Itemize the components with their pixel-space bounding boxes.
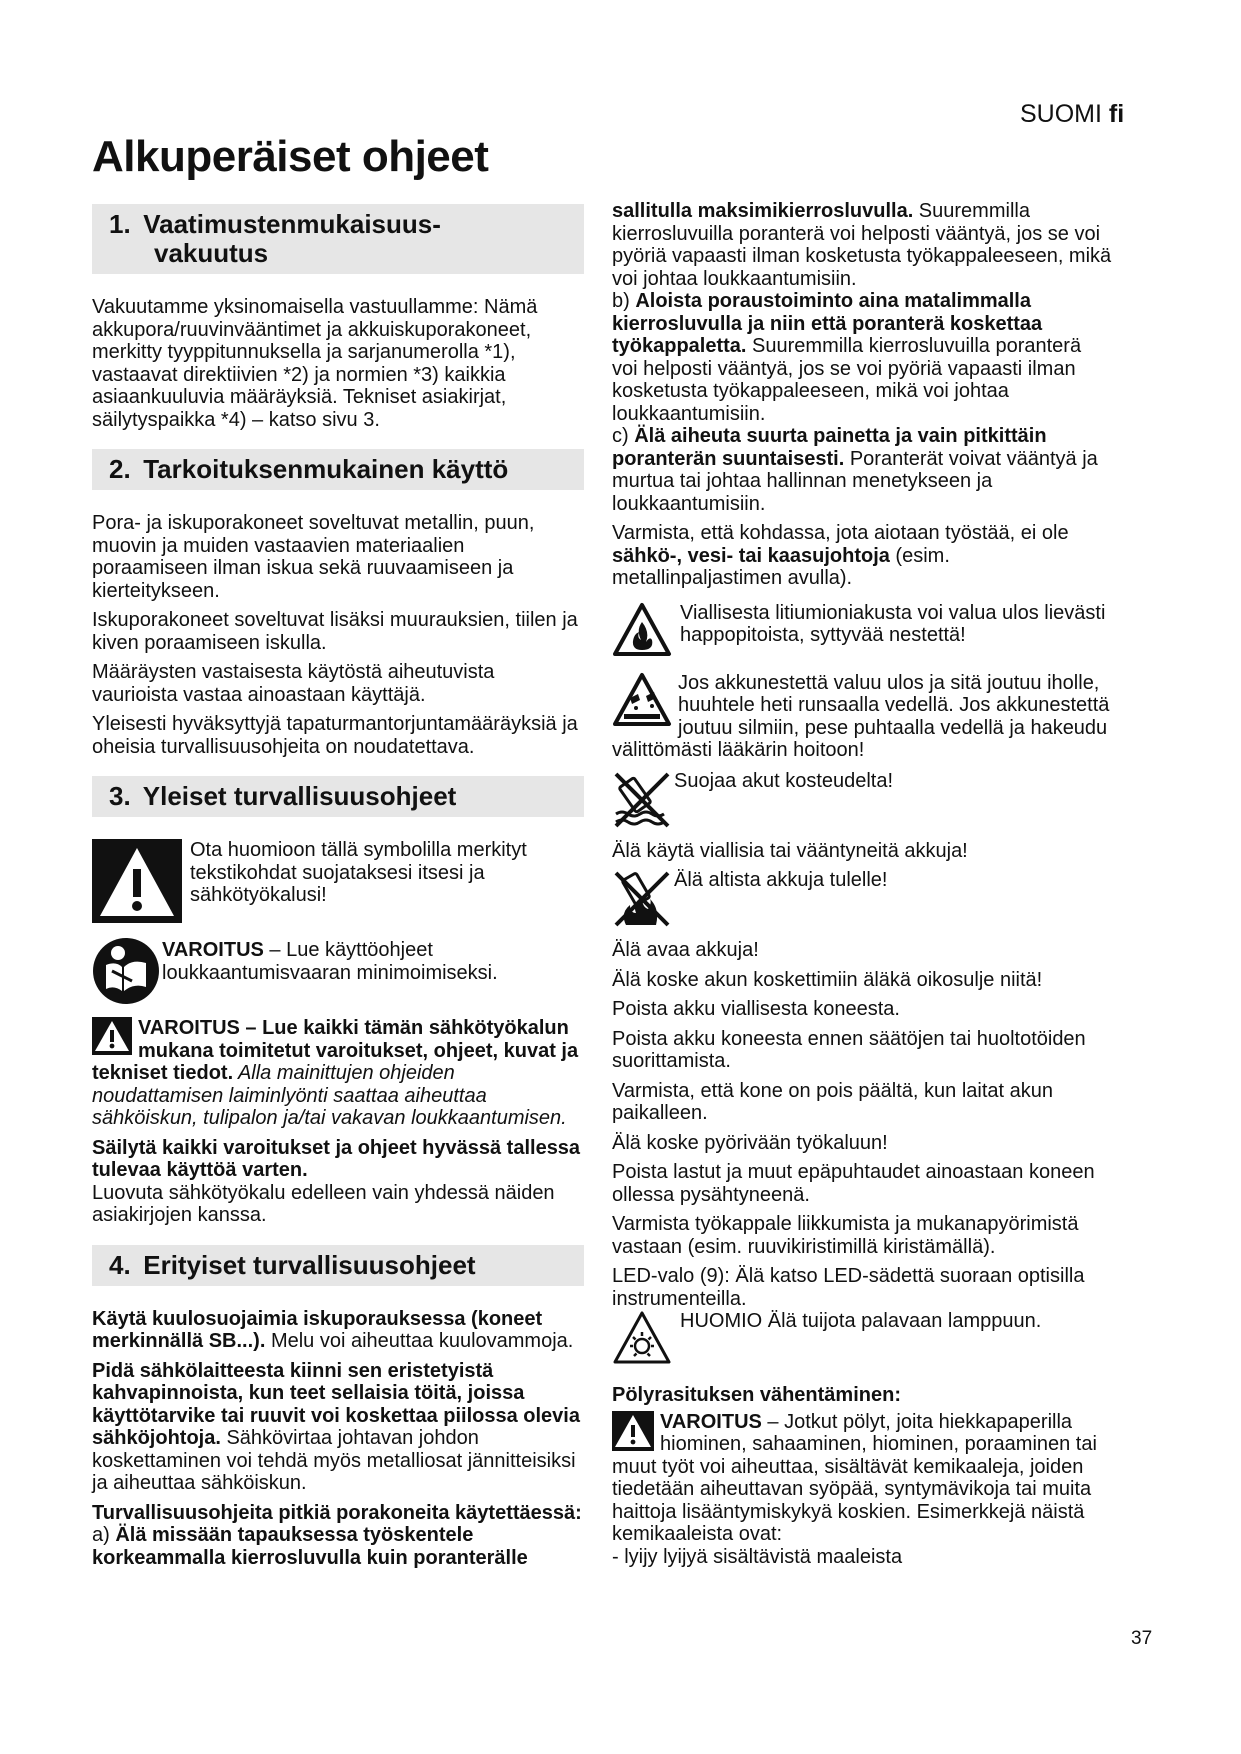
dust-warning: VAROITUS – Jotkut pölyt, joita hiekkapaperilla hiominen, sahaaminen, hiominen, poraaminen tai muut työt voi aiheuttaa, sisältävät kemikaaleja, joiden tiedetään aiheuttavan syöpää, syntymävikoja tai muita haittoja lisääntymiskykyä koskien. Esimerkkejä näistä kemikaaleista ovat: [612, 1410, 1097, 1545]
list-item: Poista lastut ja muut epäpuhtaudet ainoastaan koneen ollessa pysähtyneenä. [612, 1161, 1095, 1206]
flammable-icon [612, 602, 672, 658]
dust-list-item: - lyijy lyijyä sisältävistä maaleista [612, 1545, 903, 1568]
dust-heading: Pölyrasituksen vähentäminen: [612, 1384, 901, 1406]
section-heading-2: 2. Tarkoituksenmukainen käyttö [92, 449, 584, 490]
long-drill-heading: Turvallisuusohjeita pitkiä porakoneita käytettäessä: [92, 1501, 582, 1524]
list-item: Poista akku viallisesta koneesta. [612, 998, 900, 1020]
long-drill-item-c: c) Älä aiheuta suurta painetta ja vain pitkittäin poranterän suuntaisesti. Poranterät voivat vääntyä ja murtua tai johtaa hallinnan menetykseen ja loukkaantumisiin. [612, 425, 1098, 515]
warning-triangle-icon [92, 839, 182, 923]
insulated-grip: Pidä sähkölaitteesta kiinni sen eristetyistä kahvapinnoista, kun teet sellaisia töitä, joissa käyttötarvike tai ruuvit voi koskettaa piilossa olevia sähköjohtoja. Sähkövirtaa johtavan johdon koskettaminen voi tehdä myös metalliosat jännitteisiksi ja aiheuttaa sähköiskun. [92, 1359, 580, 1494]
no-water-icon [612, 770, 672, 830]
warning-triangle-small-icon [612, 1411, 654, 1451]
page-number: 37 [1131, 1628, 1153, 1649]
section-heading-4: 4. Erityiset turvallisuusohjeet [92, 1245, 584, 1286]
hearing-protection: Käytä kuulosuojaimia iskuporauksessa (koneet merkinnällä SB...). Melu voi aiheuttaa kuulovammoja. [92, 1307, 574, 1352]
continued-text: sallitulla maksimikierrosluvulla. Suuremmilla kierrosluvuilla poranterä voi helposti vääntyä, jos se voi pyöriä vapaasti ilman kosketusta työkappaleeseen, mikä voi johtaa loukkaantumisiin. [612, 200, 1112, 290]
read-manual-icon [92, 937, 160, 1005]
long-drill-item-b: b) Aloista poraustoiminto aina matalimmalla kierrosluvulla ja niin että poranterä koskettaa työkappaletta. Suuremmilla kierrosluvuilla poranterä voi helposti vääntyä, jos se voi pyöriä vapaasti ilman kosketusta työkappaleeseen, mikä voi johtaa loukkaantumisiin. [612, 290, 1082, 425]
bright-light-icon [612, 1310, 672, 1366]
list-item: Varmista työkappale liikkumista ja mukanapyörimistä vastaan (esim. ruuvikiristimillä kiristämällä). [612, 1213, 1079, 1258]
language-label: SUOMI fi [1020, 100, 1125, 128]
intended-use-paragraph: Määräysten vastaisesta käytöstä aiheutuvista vaurioista vastaa ainoastaan käyttäjä. [92, 661, 495, 706]
no-fire-icon [612, 869, 672, 929]
section-heading-3: 3. Yleiset turvallisuusohjeet [92, 776, 584, 817]
list-item: Älä koske akun koskettimiin äläkä oikosulje niitä! [612, 968, 1043, 991]
warning-triangle-small-icon [92, 1017, 132, 1055]
list-item: Älä avaa akkuja! [612, 939, 759, 961]
lamp-warning: HUOMIO Älä tuijota palavaan lamppuun. [612, 1310, 1112, 1366]
list-item: Älä koske pyörivään työkaluun! [612, 1131, 888, 1154]
moisture-warning: Suojaa akut kosteudelta! [612, 770, 1112, 830]
fire-exposure-warning: Älä altista akkuja tulelle! [612, 869, 1112, 929]
list-item: Poista akku koneesta ennen säätöjen tai huoltotöiden suorittamista. [612, 1027, 1086, 1072]
read-manual-warning: VAROITUS – Lue käyttöohjeet loukkaantumisvaaran minimoimiseksi. [92, 937, 584, 1005]
corrosive-icon [612, 672, 672, 728]
declaration-text: Vakuutamme yksinomaisella vastuullamme: Nämä akkupora/ruuvinvääntimet ja akkuiskuporakoneet, merkitty tyyppitunnuksella ja sarjanumerolla *1), vastaavat direktiivien *2) ja normien *3) kaikkia asiaankuuluvia määräyksiä. Tekniset asiakirjat, säilytyspaikka *4) – katso sivu 3. [92, 296, 538, 431]
hand-over-text: Luovuta sähkötyökalu edelleen vain yhdessä näiden asiakirjojen kanssa. [92, 1181, 555, 1226]
keep-instructions: Säilytä kaikki varoitukset ja ohjeet hyvässä tallessa tulevaa käyttöä varten. [92, 1136, 581, 1181]
language-code: fi [1108, 100, 1125, 128]
intended-use-paragraph: Yleisesti hyväksyttyjä tapaturmantorjuntamääräyksiä ja oheisia turvallisuusohjeita on noudatettava. [92, 713, 578, 758]
list-item: Varmista, että kone on pois päältä, kun laitat akun paikalleen. [612, 1079, 1054, 1124]
symbol-note: Ota huomioon tällä symbolilla merkityt tekstikohdat suojataksesi itsesi ja sähkötyökalusi! [92, 839, 584, 923]
intended-use-paragraph: Pora- ja iskuporakoneet soveltuvat metallin, puun, muovin ja muiden vastaavien materiaalien poraamiseen ilman iskua sekä ruuvaamiseen ja kierteitykseen. [92, 512, 535, 602]
hidden-lines-check: Varmista, että kohdassa, jota aiotaan työstää, ei ole sähkö-, vesi- tai kaasujohtoja (esim. metallinpaljastimen avulla). [612, 522, 1069, 589]
corrosive-warning: Jos akkunestettä valuu ulos ja sitä joutuu iholle, huuhtele heti runsaalla vedellä. Jos akkunestettä joutuu silmiin, pese puhtaalla vedellä ja hakeudu välittömästi lääkärin hoitoon! [612, 671, 1110, 761]
right-column [612, 200, 1112, 1575]
left-column [92, 204, 584, 1576]
intended-use-paragraph: Iskuporakoneet soveltuvat lisäksi muurauksien, tiilen ja kiven poraamiseen iskulla. [92, 609, 578, 654]
list-item: LED-valo (9): Älä katso LED-sädettä suoraan optisilla instrumenteilla. [612, 1265, 1085, 1310]
flammable-warning: Viallisesta litiumioniakusta voi valua ulos lievästi happopitoista, syttyvää nestettä! [612, 602, 1112, 658]
page-title: Alkuperäiset ohjeet [92, 132, 489, 181]
section-heading-1: 1. Vaatimustenmukaisuus- vakuutus [92, 204, 584, 274]
damaged-battery-warning: Älä käytä viallisia tai vääntyneitä akkuja! [612, 839, 968, 862]
read-all-warnings: VAROITUS – Lue kaikki tämän sähkötyökalun mukana toimitetut varoitukset, ohjeet, kuvat ja tekniset tiedot. Alla mainittujen ohjeiden noudattamisen laiminlyönti saattaa aiheuttaa sähköiskun, tulipalon ja/tai vakavan loukkaantumisen. [92, 1017, 579, 1129]
long-drill-item-a: a) Älä missään tapauksessa työskentele korkeammalla kierrosluvulla kuin poranterälle [92, 1524, 528, 1569]
